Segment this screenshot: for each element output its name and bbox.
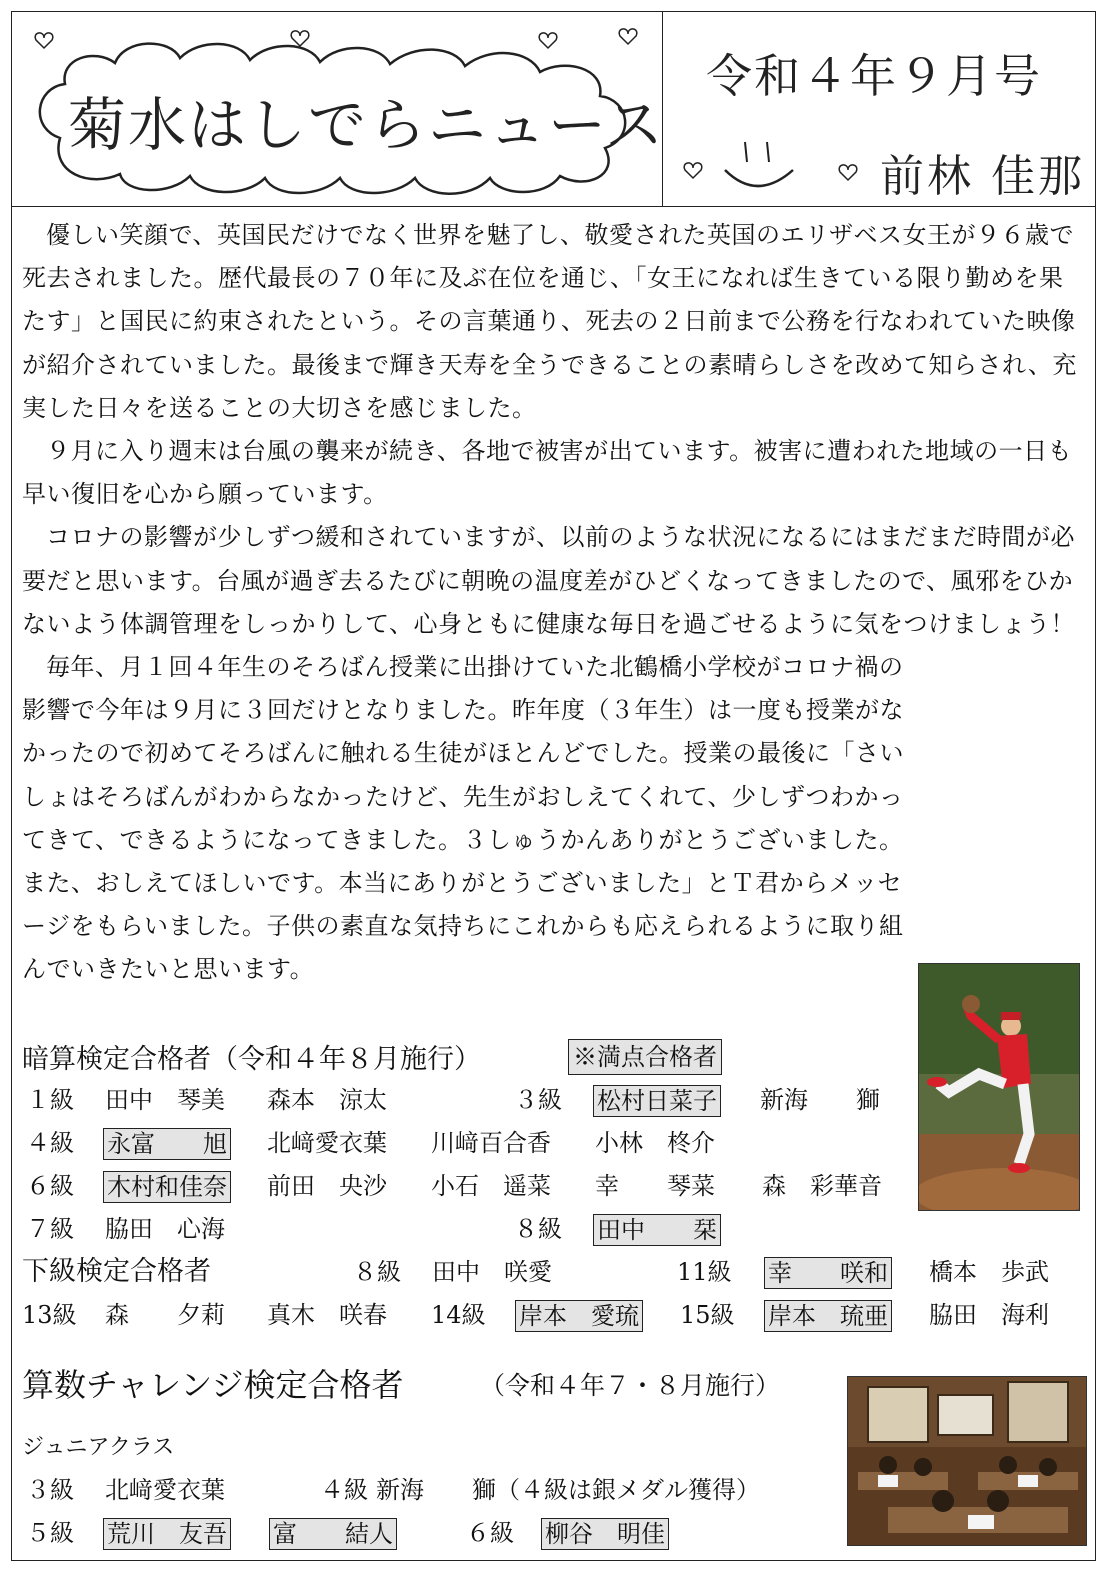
anzan-row-1 (22, 1082, 902, 1118)
header-divider (11, 206, 1096, 207)
student-name: 幸 琴菜 (595, 1172, 715, 1200)
grade-label: ４級 (26, 1129, 74, 1157)
student-name: 橋本 歩武 (929, 1258, 1049, 1286)
student-name: 田中 咲愛 (432, 1258, 552, 1286)
student-name-perfect: 木村和佳奈 (103, 1171, 231, 1203)
author-name: 前林 佳那 (880, 151, 1085, 202)
kakyu-row-1 (22, 1254, 1092, 1290)
classroom-illustration (848, 1377, 1086, 1545)
grade-label: ５級 (26, 1519, 74, 1547)
student-name: 新海 獅（４級は銀メダル獲得） (376, 1476, 760, 1504)
student-name-perfect: 幸 咲和 (764, 1257, 892, 1289)
grade-label: ８級 (353, 1258, 401, 1286)
student-name: 川﨑百合香 (431, 1129, 551, 1157)
student-name: 真木 咲春 (267, 1301, 387, 1329)
student-name: 小林 柊介 (595, 1129, 715, 1157)
heart-icon (35, 33, 53, 48)
anzan-row-4 (22, 1211, 902, 1247)
grade-label: 14級 (431, 1301, 486, 1329)
student-name-perfect: 岸本 愛琉 (515, 1300, 643, 1332)
student-name-perfect: 永富 旭 (103, 1128, 231, 1160)
paragraph-school: 毎年、月１回４年生のそろばん授業に出掛けていた北鶴橋小学校がコロナ禍の影響で今年は９月に３回だけとなりました。昨年度（３年生）は一度も授業がなかったので初めてそろばんに触れる生徒がほとんどでした。授業の最後に「さいしょはそろばんがわからなかったけど、先生がおしえてくれて、少しずつわかってきて、できるようになってきました。３しゅうかんありがとうございました。また、おしえてほしいです。本当にありがとうございました」とＴ君からメッセージをもらいました。子供の素直な気持ちにこれからも応えられるように取り組んでいきたいと思います。 (22, 653, 904, 984)
grade-label: ８級 (514, 1215, 562, 1243)
heart-icon (839, 165, 857, 180)
student-name-perfect: 松村日菜子 (593, 1085, 721, 1117)
student-name: 森本 涼太 (267, 1086, 387, 1114)
heart-icon (291, 31, 309, 46)
student-name: 脇田 心海 (105, 1215, 225, 1243)
sansu-row-2 (22, 1515, 822, 1551)
student-name: 北﨑愛衣葉 (267, 1129, 387, 1157)
grade-label: 13級 (22, 1301, 77, 1329)
anzan-row-2 (22, 1125, 902, 1161)
paragraph-queen: 優しい笑顔で、英国民だけでなく世界を魅了し、敬愛された英国のエリザベス女王が９６歳で死去されました。歴代最長の７０年に及ぶ在位を通じ、「女王になれば生きている限り勤めを果たす」と国民に約束されたという。その言葉通り、死去の２日前まで公務を行なわれていた映像が紹介されていました。最後まで輝き天寿を全うできることの素晴らしさを改めて知らされ、充実した日々を送ることの大切さを感じました。 (22, 221, 1077, 422)
grade-label: ７級 (26, 1215, 74, 1243)
paragraph-typhoon: ９月に入り週末は台風の襲来が続き、各地で被害が出ています。被害に遭われた地域の一日も早い復旧を心から願っています。 (22, 437, 1073, 509)
student-name: 新海 獅 (760, 1086, 880, 1114)
student-name-perfect: 柳谷 明佳 (541, 1518, 669, 1550)
grade-label: 15級 (680, 1301, 735, 1329)
student-name: 森 彩華音 (762, 1172, 882, 1200)
student-name: 小石 遥菜 (431, 1172, 551, 1200)
anzan-heading: 暗算検定合格者（令和４年８月施行） (22, 1044, 481, 1075)
pitcher-illustration (919, 964, 1079, 1210)
sansu-row-1 (22, 1472, 822, 1508)
student-name: 田中 琴美 (105, 1086, 225, 1114)
grade-label: 11級 (677, 1258, 732, 1286)
grade-label: ６級 (26, 1172, 74, 1200)
student-name: 前田 央沙 (267, 1172, 387, 1200)
student-name: 脇田 海利 (929, 1301, 1049, 1329)
sansu-heading: 算数チャレンジ検定合格者 (22, 1366, 404, 1404)
grade-label: ３級 (514, 1086, 562, 1114)
junior-class-label: ジュニアクラス (22, 1435, 175, 1460)
grade-label: ６級 (466, 1519, 514, 1547)
student-name-perfect: 田中 栞 (593, 1214, 721, 1246)
student-name-perfect: 荒川 友吾 (103, 1518, 231, 1550)
body-article (22, 214, 1086, 992)
student-name: 森 夕莉 (105, 1301, 225, 1329)
heart-icon (684, 163, 702, 178)
perfect-score-label: ※満点合格者 (568, 1039, 722, 1075)
grade-label: ４級 (320, 1476, 368, 1504)
pitcher-photo (918, 963, 1080, 1211)
heart-icon (619, 29, 637, 44)
kakyu-row-2 (22, 1297, 1092, 1333)
sansu-period: （令和４年７・８月施行） (480, 1371, 781, 1400)
kakyu-heading: 下級検定合格者 (22, 1256, 211, 1287)
anzan-row-3 (22, 1168, 912, 1204)
issue-label: 令和４年９月号 (706, 49, 1042, 103)
student-name: 北﨑愛衣葉 (105, 1476, 225, 1504)
newsletter-title: 菊水はしでらニュース (68, 91, 666, 159)
student-name-perfect: 岸本 琉亜 (764, 1300, 892, 1332)
student-name-perfect: 富 結人 (269, 1518, 397, 1550)
classroom-photo (847, 1376, 1087, 1546)
heart-icon (539, 33, 557, 48)
paragraph-corona: コロナの影響が少しずつ緩和されていますが、以前のような状況になるにはまだまだ時間が必要だと思います。台風が過ぎ去るたびに朝晩の温度差がひどくなってきましたので、風邪をひかないよう体調管理をしっかりして、心身ともに健康な毎日を過ごせるように気をつけましょう！ (22, 523, 1076, 638)
grade-label: ３級 (26, 1476, 74, 1504)
grade-label: １級 (26, 1086, 74, 1114)
smiley-icon (725, 142, 793, 186)
